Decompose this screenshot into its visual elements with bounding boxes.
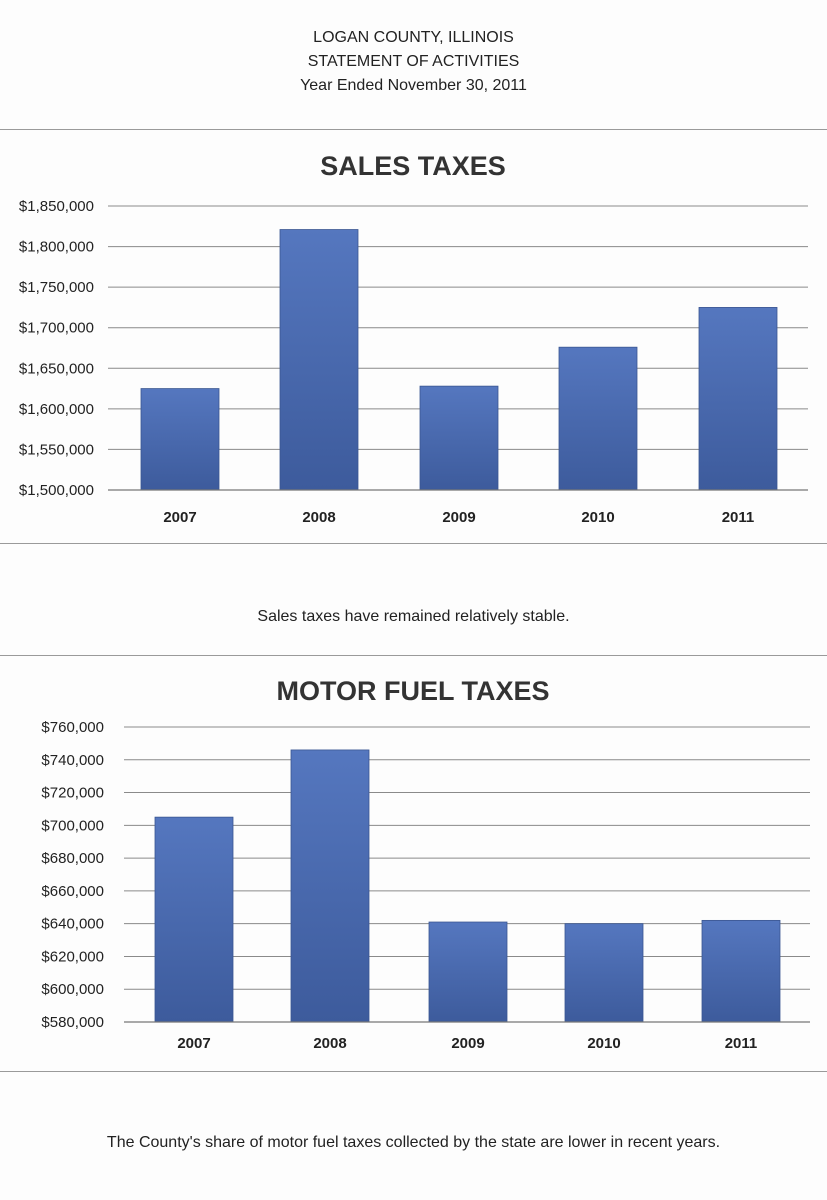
y-tick-label: $580,000 xyxy=(41,1014,104,1031)
y-tick-label: $1,650,000 xyxy=(18,360,94,378)
y-tick-label: $1,500,000 xyxy=(18,482,94,499)
y-tick-label: $720,000 xyxy=(41,784,104,802)
bar-2007 xyxy=(141,389,219,490)
y-tick-label: $620,000 xyxy=(41,948,104,966)
y-tick-label: $1,550,000 xyxy=(18,441,94,459)
divider xyxy=(0,655,827,656)
bar-2009 xyxy=(420,386,498,490)
y-tick-label: $640,000 xyxy=(41,915,104,933)
y-tick-label: $740,000 xyxy=(41,751,104,769)
divider xyxy=(0,129,827,130)
bar-2008 xyxy=(291,750,369,1022)
x-tick-label: 2011 xyxy=(721,509,755,526)
x-tick-label: 2010 xyxy=(581,509,615,526)
motor-fuel-taxes-chart xyxy=(0,660,827,1065)
statement-title: STATEMENT OF ACTIVITIES xyxy=(307,53,520,70)
y-tick-label: $700,000 xyxy=(41,817,104,835)
x-tick-label: 2010 xyxy=(587,1035,621,1052)
y-tick-label: $1,600,000 xyxy=(18,400,94,418)
chart-title: SALES TAXES xyxy=(320,151,506,181)
y-tick-label: $660,000 xyxy=(41,882,104,900)
y-tick-label: $760,000 xyxy=(41,719,104,736)
sales-taxes-chart xyxy=(0,140,827,540)
divider xyxy=(0,1071,827,1072)
y-tick-label: $1,750,000 xyxy=(18,279,94,297)
fiscal-year: Year Ended November 30, 2011 xyxy=(300,77,527,94)
bar-2008 xyxy=(280,230,358,490)
bar-2010 xyxy=(559,347,637,490)
y-tick-label: $1,800,000 xyxy=(18,238,94,256)
x-tick-label: 2008 xyxy=(302,509,336,526)
y-tick-label: $1,850,000 xyxy=(18,198,94,215)
y-tick-label: $600,000 xyxy=(41,981,104,999)
report-header xyxy=(0,26,827,98)
y-tick-label: $1,700,000 xyxy=(18,319,94,337)
divider xyxy=(0,543,827,544)
county-name: LOGAN COUNTY, ILLINOIS xyxy=(313,29,514,46)
sales-caption: Sales taxes have remained relatively stable. xyxy=(257,608,570,625)
bar-2009 xyxy=(429,922,507,1022)
bar-2010 xyxy=(565,924,643,1022)
fuel-caption: The County's share of motor fuel taxes collected by the state are lower in recent years. xyxy=(106,1134,721,1151)
chart-title: MOTOR FUEL TAXES xyxy=(276,676,550,706)
bar-2011 xyxy=(699,307,777,490)
y-tick-label: $680,000 xyxy=(41,850,104,868)
x-tick-label: 2007 xyxy=(177,1035,211,1052)
x-tick-label: 2009 xyxy=(451,1035,485,1052)
x-tick-label: 2007 xyxy=(163,509,197,526)
x-tick-label: 2008 xyxy=(313,1035,347,1052)
x-tick-label: 2009 xyxy=(442,509,476,526)
bar-2007 xyxy=(155,817,233,1022)
x-tick-label: 2011 xyxy=(724,1035,758,1052)
bar-2011 xyxy=(702,920,780,1022)
